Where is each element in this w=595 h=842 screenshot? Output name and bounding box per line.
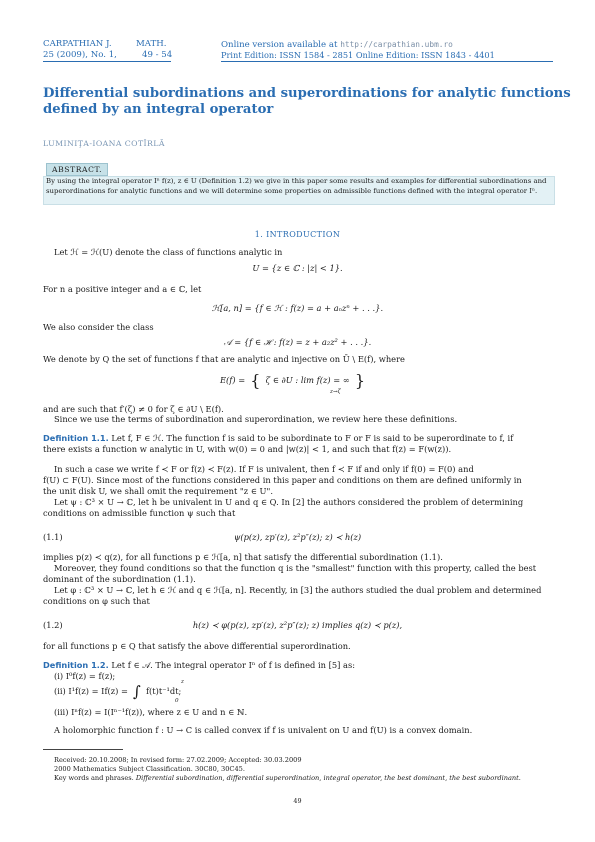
equation-class-H: ℋ[a, n] = {f ∈ ℋ : f(z) = a + aₙzⁿ + . . .}. (211, 303, 384, 313)
body-line: Let ψ : ℂ³ × U → ℂ, let h be univalent in U and q ∈ Q. In [2] the authors considered the problem of determining (54, 497, 524, 507)
body-line: there exists a function w analytic in U, with w(0) = 0 and |w(z)| < 1, and such that f(z) = F(w(z)). (43, 444, 452, 454)
online-version: Online version available at http://carpathian.ubm.ro (221, 40, 453, 50)
footnote-received: Received: 20.10.2008; In revised form: 27.02.2009; Accepted: 30.03.2009 (54, 756, 302, 764)
definition-1-1: Definition 1.1. Let f, F ∈ ℋ. The function f is said to be subordinate to F or F is said to be superordinate to f, if (43, 433, 514, 443)
abstract-line1: By using the integral operator Iⁿ f(z), z ∈ U (Definition 1.2) we give in this paper some results and examples for differential subordinations and (46, 177, 547, 185)
section-heading-introduction: 1. INTRODUCTION (254, 230, 341, 239)
paper-title-line2: defined by an integral operator (43, 102, 274, 117)
page-number: 49 (293, 797, 302, 805)
header-rule-left (43, 61, 171, 62)
body-line: We also consider the class (43, 322, 154, 332)
definition-1-1-heading: Definition 1.1. (43, 433, 109, 443)
definition-item-iii: (iii) Iⁿf(z) = I(Iⁿ⁻¹f(z)), where z ∈ U and n ∈ ℕ. (54, 707, 248, 717)
journal-subject: MATH. (136, 39, 167, 49)
journal-name: CARPATHIAN J. (43, 39, 112, 49)
body-line: the unit disk U, we shall omit the requirement "z ∈ U". (43, 486, 273, 496)
body-line: conditions on admissible function ψ such that (43, 508, 236, 518)
footnote-msc: 2000 Mathematics Subject Classification. 30C80, 30C45. (54, 765, 245, 773)
body-line: Let ℋ = ℋ(U) denote the class of functions analytic in (54, 247, 283, 257)
body-line: A holomorphic function f : U → C is called convex if f is univalent on U and f(U) is a convex domain. (54, 725, 473, 735)
paper-title-line1: Differential subordinations and superordinations for analytic functions (43, 86, 571, 101)
equation-class-A: 𝒜 = {f ∈ ℋ : f(z) = z + a₂z² + . . .}. (223, 337, 372, 347)
body-line: conditions on φ such that (43, 596, 150, 606)
equation-1-1: ψ(p(z), zp′(z), z²p″(z); z) ≺ h(z) (233, 532, 362, 542)
journal-pages: 49 - 54 (142, 50, 173, 60)
body-line: Let φ : ℂ³ × U → ℂ, let h ∈ ℋ and q ∈ ℋ[a, n]. Recently, in [3] the authors studied the dual problem and determined (54, 585, 542, 595)
footnote-keywords: Key words and phrases. Differential subordination, differential superordination, integral operator, the best dominant, the best subordinant. (54, 774, 521, 782)
definition-item-ii: (ii) I¹f(z) = If(z) = ∫ f(t)t⁻¹dt; (54, 682, 182, 701)
integral-upper-limit: z (181, 679, 184, 685)
body-line: and are such that f′(ζ) ≠ 0 for ζ ∈ ∂U \ E(f). (43, 404, 224, 414)
equation-unit-disk: U = {z ∈ ℂ : |z| < 1}. (252, 263, 343, 273)
integral-lower-limit: 0 (175, 698, 179, 704)
equation-set-E: E(f) = { ζ ∈ ∂U : lim f(z) = ∞ } (220, 371, 365, 390)
definition-1-2: Definition 1.2. Let f ∈ 𝒜. The integral operator Iⁿ of f is defined in [5] as: (43, 660, 356, 670)
author-name: LUMINIŢA-IOANA COTÎRLĂ (43, 139, 165, 148)
body-line: implies p(z) ≺ q(z), for all functions p ∈ ℋ[a, n] that satisfy the differential subordination (1.1). (43, 552, 443, 562)
body-line: In such a case we write f ≺ F or f(z) ≺ F(z). If F is univalent, then f ≺ F if and only if f(0) = F(0) and (54, 464, 474, 474)
abstract-line2: superordinations for analytic functions and we will determine some properties on admissible functions defined with the integral operator Iⁿ. (46, 187, 538, 195)
body-line: f(U) ⊂ F(U). Since most of the functions considered in this paper and conditions on them are defined uniformly in (43, 475, 522, 485)
equation-number-1-2: (1.2) (43, 620, 63, 630)
abstract-label: ABSTRACT. (46, 163, 108, 176)
footnote-rule (43, 749, 123, 750)
journal-volume: 25 (2009), No. 1, (43, 50, 117, 60)
equation-1-2: h(z) ≺ φ(p(z), zp′(z), z²p″(z); z) implies q(z) ≺ p(z), (192, 620, 403, 630)
header-rule-right (221, 61, 553, 62)
body-line: Since we use the terms of subordination and superordination, we review here these definitions. (54, 414, 458, 424)
body-line: Moreover, they found conditions so that the function q is the "smallest" function with this property, called the best (54, 563, 537, 573)
print-edition: Print Edition: ISSN 1584 - 2851 Online Edition: ISSN 1843 - 4401 (221, 50, 495, 60)
definition-item-i: (i) I⁰f(z) = f(z); (54, 671, 116, 681)
limit-subscript: z→ζ (330, 389, 341, 395)
body-line: We denote by Q the set of functions f that are analytic and injective on Ū \ E(f), where (43, 354, 405, 364)
definition-1-2-heading: Definition 1.2. (43, 660, 109, 670)
body-line: dominant of the subordination (1.1). (43, 574, 196, 584)
body-line: For n a positive integer and a ∈ ℂ, let (43, 284, 202, 294)
online-url-link[interactable]: http://carpathian.ubm.ro (340, 40, 453, 49)
body-line: for all functions p ∈ Q that satisfy the above differential superordination. (43, 641, 351, 651)
equation-number-1-1: (1.1) (43, 532, 63, 542)
